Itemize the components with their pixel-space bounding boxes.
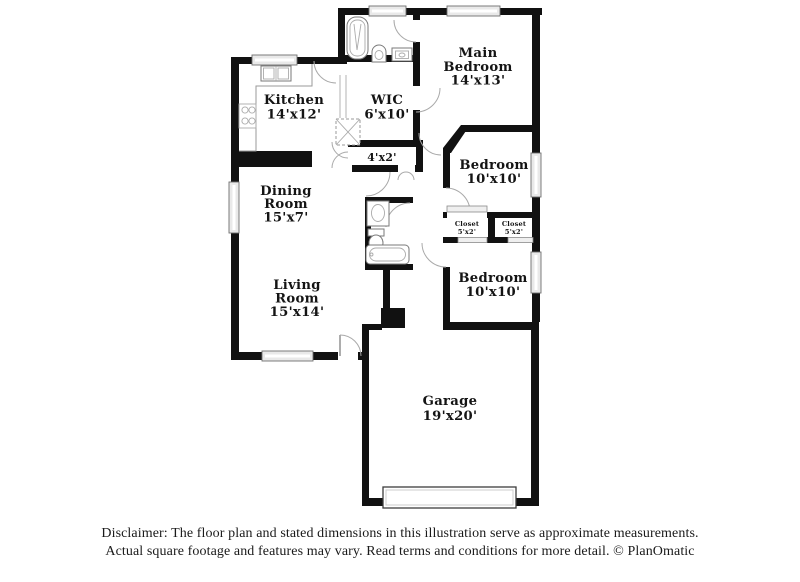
room-label-kitchen: Kitchen 14'x12' bbox=[263, 93, 325, 123]
toilet bbox=[392, 48, 412, 61]
window bbox=[229, 182, 239, 233]
bathroom2-door-arc bbox=[386, 203, 410, 227]
double-door-arc bbox=[406, 172, 414, 180]
water-heater bbox=[336, 119, 360, 145]
window bbox=[369, 6, 406, 16]
entry-door-arc bbox=[340, 335, 361, 356]
room-label-garage: Garage 19'x20' bbox=[422, 394, 478, 424]
pedestal-sink bbox=[372, 45, 386, 62]
room-label-dining-room: Dining Room 15'x7' bbox=[260, 184, 312, 226]
bedroom2-door-arc bbox=[422, 243, 446, 267]
room-label-living-room: Living Room 15'x14' bbox=[269, 278, 325, 320]
stove bbox=[239, 104, 256, 128]
fixtures bbox=[239, 17, 516, 508]
diagonal-wall bbox=[443, 125, 470, 153]
hall-door-arc bbox=[366, 172, 390, 196]
window bbox=[252, 55, 297, 65]
kitchen-door-arc bbox=[314, 61, 336, 83]
pillar bbox=[381, 308, 405, 328]
garage-door bbox=[383, 487, 516, 508]
window bbox=[262, 351, 313, 361]
bathroom-door-arc bbox=[394, 20, 416, 42]
room-label-wic: WIC 6'x10' bbox=[364, 93, 410, 123]
room-label-hall-closet: 4'x2' bbox=[367, 151, 397, 164]
room-label-closet-1: Closet 5'x2' bbox=[454, 220, 480, 236]
room-label-closet-2: Closet 5'x2' bbox=[501, 220, 527, 236]
disclaimer-line-2: Actual square footage and features may vary. Read terms and conditions for more detail. © PlanOmatic bbox=[105, 544, 695, 559]
bifold-door-arc bbox=[332, 152, 348, 168]
bathtub bbox=[366, 245, 409, 264]
room-label-bedroom-1: Bedroom 10'x10' bbox=[459, 158, 529, 187]
kitchen-sink bbox=[261, 66, 291, 81]
closet-slider bbox=[508, 238, 533, 243]
closet-slider bbox=[447, 206, 487, 212]
main-bedroom-door-arc bbox=[416, 88, 440, 112]
window bbox=[447, 6, 500, 16]
room-label-main-bedroom: Main Bedroom 14'x13' bbox=[443, 46, 513, 89]
double-door-arc bbox=[398, 172, 406, 180]
disclaimer-line-1: Disclaimer: The floor plan and stated dimensions in this illustration serve as approximate measurements. bbox=[101, 526, 699, 541]
window bbox=[531, 252, 541, 293]
closet-slider bbox=[458, 238, 487, 243]
bathtub bbox=[347, 17, 368, 59]
room-label-bedroom-2: Bedroom 10'x10' bbox=[458, 271, 528, 300]
window bbox=[531, 153, 541, 197]
vanity-sink bbox=[367, 201, 389, 226]
